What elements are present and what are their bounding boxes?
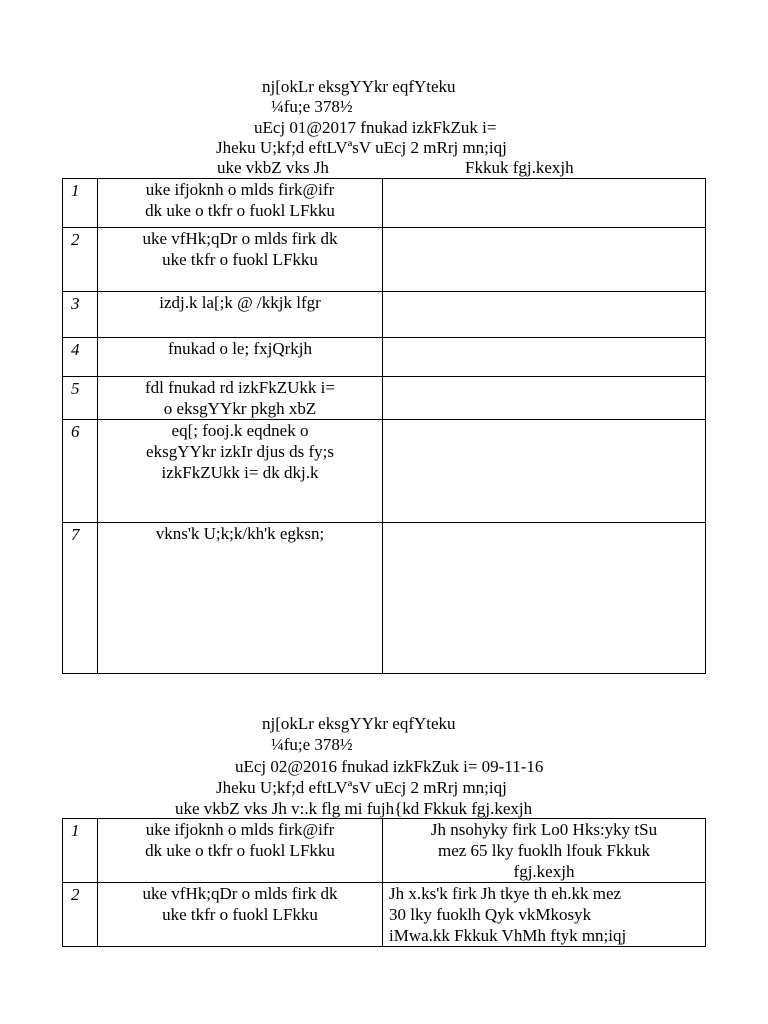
row-number: 1 <box>63 819 98 883</box>
notice2-io-line: uke vkbZ vks Jh v:.k flg mi fujh{kd Fkkuk fgj.kexjh <box>175 799 533 818</box>
notice2-court-line: Jheku U;kf;d eftLVªsV uEcj 2 mRrj mn;iqj <box>216 778 507 797</box>
label-line: uke ifjoknh o mlds firk@ifr <box>145 180 335 199</box>
row-label <box>98 420 383 523</box>
row-label <box>98 179 383 228</box>
row-value <box>383 228 706 292</box>
label-line: uke tkfr o fuokl LFkku <box>162 250 318 269</box>
notice2-rule: ¼fu;e 378½ <box>271 735 353 754</box>
notice1-io-label: uke vkbZ vks Jh <box>217 158 329 177</box>
table-row <box>63 523 706 674</box>
notice1-court-line: Jheku U;kf;d eftLVªsV uEcj 2 mRrj mn;iqj <box>216 138 507 157</box>
row-number: 5 <box>63 377 98 420</box>
row-label <box>98 377 383 420</box>
label-line: uke vfHk;qDr o mlds firk dk <box>142 229 338 248</box>
table-row <box>63 420 706 523</box>
label-line: uke vfHk;qDr o mlds firk dk <box>142 884 338 903</box>
label-line: izdj.k la[;k @ /kkjk lfgr <box>159 293 321 312</box>
notice1-rule: ¼fu;e 378½ <box>271 97 353 116</box>
row-value <box>383 292 706 338</box>
row-label <box>98 819 383 883</box>
table-row <box>63 228 706 292</box>
row-label <box>98 228 383 292</box>
row-number: 2 <box>63 883 98 947</box>
label-line: o eksgYYkr pkgh xbZ <box>163 399 317 418</box>
row-value <box>383 338 706 377</box>
notice2-table <box>62 818 706 947</box>
notice2-title: nj[okLr eksgYYkr eqfYteku <box>262 714 456 733</box>
row-value <box>383 523 706 674</box>
row-value <box>383 883 706 947</box>
label-line: uke ifjoknh o mlds firk@ifr <box>145 820 335 839</box>
label-line: dk uke o tkfr o fuokl LFkku <box>145 841 335 860</box>
table-row <box>63 377 706 420</box>
value-line: Jh nsohyky firk Lo0 Hks:yky tSu <box>430 820 658 839</box>
row-label <box>98 883 383 947</box>
label-line: vkns'k U;k;k/kh'k egksn; <box>155 524 325 543</box>
notice1-title: nj[okLr eksgYYkr eqfYteku <box>262 77 456 96</box>
row-value <box>383 377 706 420</box>
notice1-station: Fkkuk fgj.kexjh <box>465 158 574 177</box>
table-row <box>63 819 706 883</box>
row-label <box>98 523 383 674</box>
label-line: izkFkZUkk i= dk dkj.k <box>161 463 319 482</box>
value-line: mez 65 lky fuoklh lfouk Fkkuk <box>437 841 650 860</box>
label-line: eq[; fooj.k eqdnek o <box>171 421 309 440</box>
value-line: Jh x.ks'k firk Jh tkye th eh.kk mez <box>389 884 622 903</box>
row-number: 2 <box>63 228 98 292</box>
table-row <box>63 883 706 947</box>
table-row <box>63 292 706 338</box>
notice1-number-line: uEcj 01@2017 fnukad izkFkZuk i= <box>254 118 497 137</box>
notice2-number-line: uEcj 02@2016 fnukad izkFkZuk i= 09-11-16 <box>235 757 544 776</box>
table-row <box>63 338 706 377</box>
value-line: iMwa.kk Fkkuk VhMh ftyk mn;iqj <box>389 926 627 945</box>
row-number: 6 <box>63 420 98 523</box>
row-value <box>383 819 706 883</box>
row-number: 1 <box>63 179 98 228</box>
label-line: fnukad o le; fxjQrkjh <box>168 339 312 358</box>
table-row <box>63 179 706 228</box>
notice1-table <box>62 178 706 674</box>
row-label <box>98 338 383 377</box>
row-number: 3 <box>63 292 98 338</box>
value-line: 30 lky fuoklh Qyk vkMkosyk <box>389 905 592 924</box>
value-line: fgj.kexjh <box>513 862 575 881</box>
label-line: eksgYYkr izkIr djus ds fy;s <box>146 442 334 461</box>
label-line: fdl fnukad rd izkFkZUkk i= <box>145 378 335 397</box>
row-number: 4 <box>63 338 98 377</box>
row-value <box>383 420 706 523</box>
row-value <box>383 179 706 228</box>
row-number: 7 <box>63 523 98 674</box>
label-line: dk uke o tkfr o fuokl LFkku <box>145 201 335 220</box>
label-line: uke tkfr o fuokl LFkku <box>162 905 318 924</box>
row-label <box>98 292 383 338</box>
